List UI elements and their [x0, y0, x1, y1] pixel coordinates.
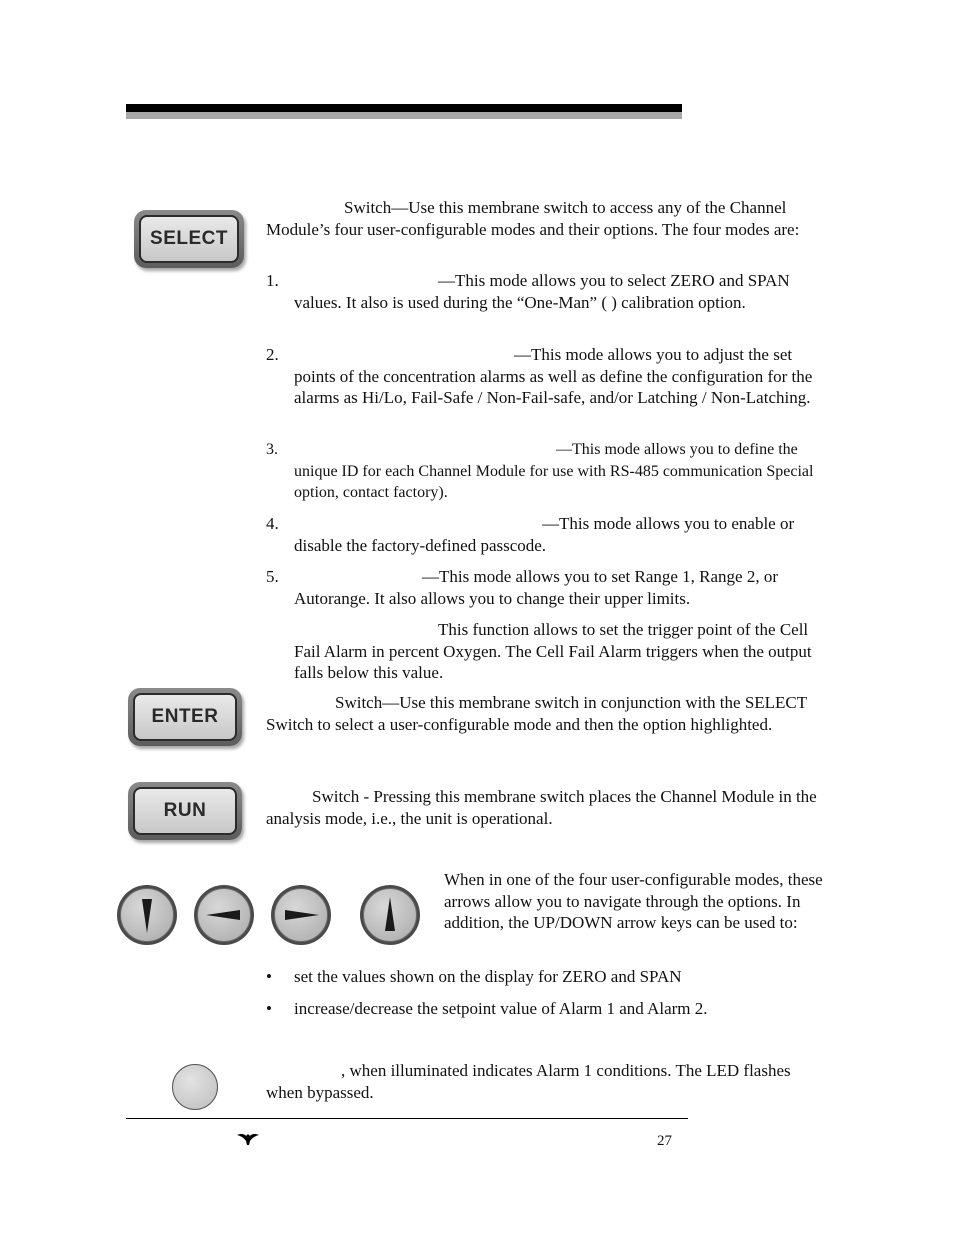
select-intro: Switch—Use this membrane switch to access any of the Channel Module’s four user-configurable modes and their options. The four modes are:: [266, 198, 800, 239]
company-logo-icon: [236, 1132, 260, 1146]
mode-item-1: 1. —This mode allows you to select ZERO and SPAN values. It also is used during the “One-Man” ( ) calibration option.: [266, 271, 790, 312]
select-key-label: SELECT: [139, 215, 239, 263]
arrow-description: When in one of the four user-configurable modes, these arrows allow you to navigate through the options. In addition, the UP/DOWN arrow keys can be used to:: [444, 870, 823, 932]
mode-item-2: 2. —This mode allows you to adjust the set points of the concentration alarms as well as define the configuration for the alarms as Hi/Lo, Fail-Safe / Non-Fail-safe, and/or Latching / Non-Latching.: [266, 345, 813, 407]
right-arrow-icon: [271, 885, 331, 945]
left-arrow-icon: [194, 885, 254, 945]
alarm-led-icon: [172, 1064, 218, 1110]
run-key-image: [128, 782, 242, 840]
run-key-label: RUN: [133, 787, 237, 835]
footer-rule: [126, 1118, 688, 1119]
down-arrow-icon: [117, 885, 177, 945]
cell-fail-item: This function allows to set the trigger point of the Cell Fail Alarm in percent Oxygen. The Cell Fail Alarm triggers when the output falls below this value.: [294, 620, 812, 682]
header-rule: [126, 104, 682, 112]
bullet-item-2: • increase/decrease the setpoint value of Alarm 1 and Alarm 2.: [266, 999, 708, 1018]
mode-item-5: 5. —This mode allows you to set Range 1, Range 2, or Autorange. It also allows you to change their upper limits.: [266, 567, 779, 608]
led-description: , when illuminated indicates Alarm 1 conditions. The LED flashes when bypassed.: [266, 1061, 791, 1102]
page-number: 27: [657, 1133, 672, 1149]
bullet-item-1: • set the values shown on the display for ZERO and SPAN: [266, 967, 682, 986]
mode-item-3: 3. —This mode allows you to define the unique ID for each Channel Module for use with RS-485 communication Special option, contact factory).: [266, 441, 814, 501]
enter-description: Switch—Use this membrane switch in conjunction with the SELECT Switch to select a user-configurable mode and then the option highlighted.: [266, 693, 807, 734]
header-rule-shadow: [126, 112, 682, 119]
up-arrow-icon: [360, 885, 420, 945]
run-description: Switch - Pressing this membrane switch places the Channel Module in the analysis mode, i.e., the unit is operational.: [266, 787, 817, 828]
enter-key-image: [128, 688, 242, 746]
mode-item-4: 4. —This mode allows you to enable or disable the factory-defined passcode.: [266, 514, 795, 555]
select-key-image: [134, 210, 244, 268]
enter-key-label: ENTER: [133, 693, 237, 741]
